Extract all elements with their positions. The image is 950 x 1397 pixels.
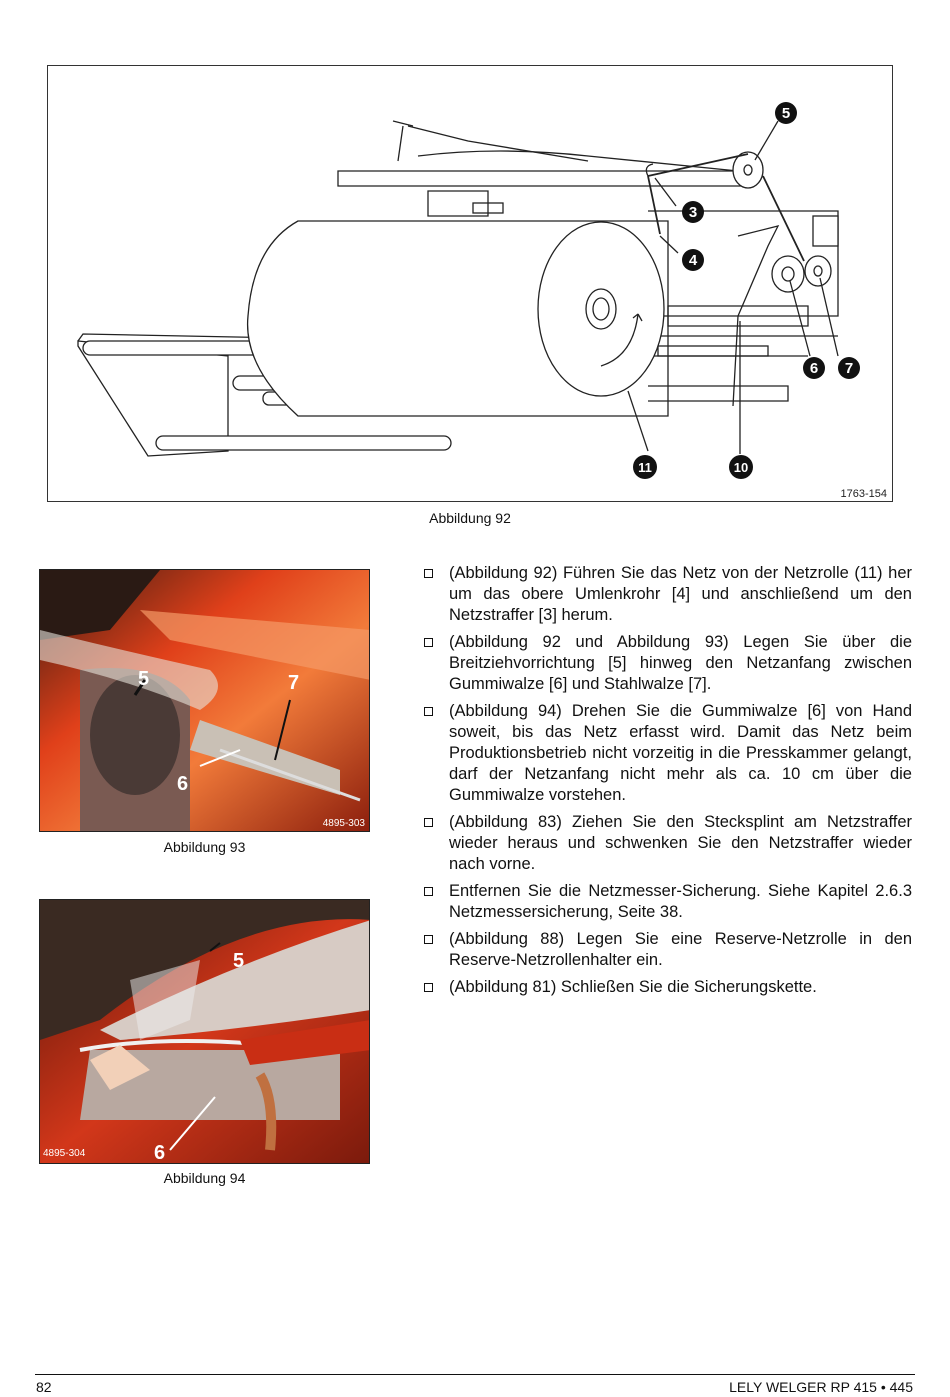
instruction-text: (Abbildung 92 und Abbildung 93) Legen Sie über die Breitziehvorrichtung [5] hinweg den Netzanfang zwischen Gummiwalze [6] und Stahlwalze [7]. (449, 633, 912, 693)
checkbox-bullet-icon (424, 983, 433, 992)
callout-6-marker (803, 357, 825, 379)
instruction-text: (Abbildung 83) Ziehen Sie den Stecksplint am Netzstraffer wieder heraus und schwenken Sie den Netzstraffer wieder nach vorne. (449, 813, 912, 873)
figure-92-caption: Abbildung 92 (429, 510, 511, 526)
instruction-text: (Abbildung 94) Drehen Sie die Gummiwalze [6] von Hand soweit, bis das Netz erfasst wird. Damit das Netz beim Produktionsbetrieb nicht vorzeitig in die Presskammer gelangt, darf der Netzanfang nicht mehr als ca. 10 cm über die Gummiwalze vorstehen. (449, 702, 912, 804)
svg-text:6: 6 (809, 360, 819, 377)
checkbox-bullet-icon (424, 569, 433, 578)
figure-92-code: 1763-154 (840, 488, 887, 500)
svg-text:4: 4 (688, 252, 698, 269)
callout-10-marker (729, 455, 753, 479)
photo93-label-5: 5 (138, 668, 150, 690)
checkbox-bullet-icon (424, 707, 433, 716)
photo93-code: 4895-303 (322, 818, 365, 829)
figure-92-drawing (47, 65, 893, 502)
instruction-item (422, 881, 912, 923)
instruction-text: Entfernen Sie die Netzmesser-Sicherung. Siehe Kapitel 2.6.3 Netzmessersicherung, Seite 38. (449, 882, 912, 921)
footer-divider (35, 1374, 915, 1375)
svg-text:7: 7 (844, 360, 854, 377)
svg-text:11: 11 (638, 460, 652, 475)
instruction-item (422, 929, 912, 971)
instruction-item (422, 563, 912, 626)
photo94-label-5: 5 (233, 950, 245, 972)
checkbox-bullet-icon (424, 887, 433, 896)
checkbox-bullet-icon (424, 935, 433, 944)
figure-93-photo (39, 569, 370, 832)
photo93-label-7: 7 (288, 672, 300, 694)
checkbox-bullet-icon (424, 638, 433, 647)
instruction-item (422, 701, 912, 806)
callout-5-marker (775, 102, 797, 124)
svg-text:3: 3 (688, 204, 698, 221)
figure-94-caption: Abbildung 94 (163, 1170, 246, 1186)
checkbox-bullet-icon (424, 818, 433, 827)
net-roll-machine-drawing (48, 66, 894, 503)
svg-text:5: 5 (781, 105, 791, 122)
photo94-code: 4895-304 (43, 1148, 86, 1159)
figure-93-caption: Abbildung 93 (163, 839, 246, 855)
instruction-text: (Abbildung 92) Führen Sie das Netz von der Netzrolle (11) her um das obere Umlenkrohr [4] und anschließend um den Netzstraffer [3] herum. (449, 564, 912, 624)
figure-94-photo (39, 899, 370, 1164)
instruction-item (422, 632, 912, 695)
callout-11-marker (633, 455, 657, 479)
instruction-text: (Abbildung 88) Legen Sie eine Reserve-Netzrolle in den Reserve-Netzrollenhalter ein. (449, 930, 912, 969)
instruction-list (422, 563, 912, 1004)
instruction-item (422, 977, 912, 998)
photo94-label-6: 6 (154, 1142, 166, 1164)
page-number: 82 (36, 1379, 52, 1395)
callout-4-marker (682, 249, 704, 271)
instruction-text: (Abbildung 81) Schließen Sie die Sicherungskette. (449, 978, 817, 996)
callout-3-marker (682, 201, 704, 223)
instruction-item (422, 812, 912, 875)
document-title: LELY WELGER RP 415 • 445 (729, 1379, 913, 1395)
callout-7-marker (838, 357, 860, 379)
photo93-label-6: 6 (177, 773, 189, 795)
svg-text:10: 10 (733, 460, 749, 475)
